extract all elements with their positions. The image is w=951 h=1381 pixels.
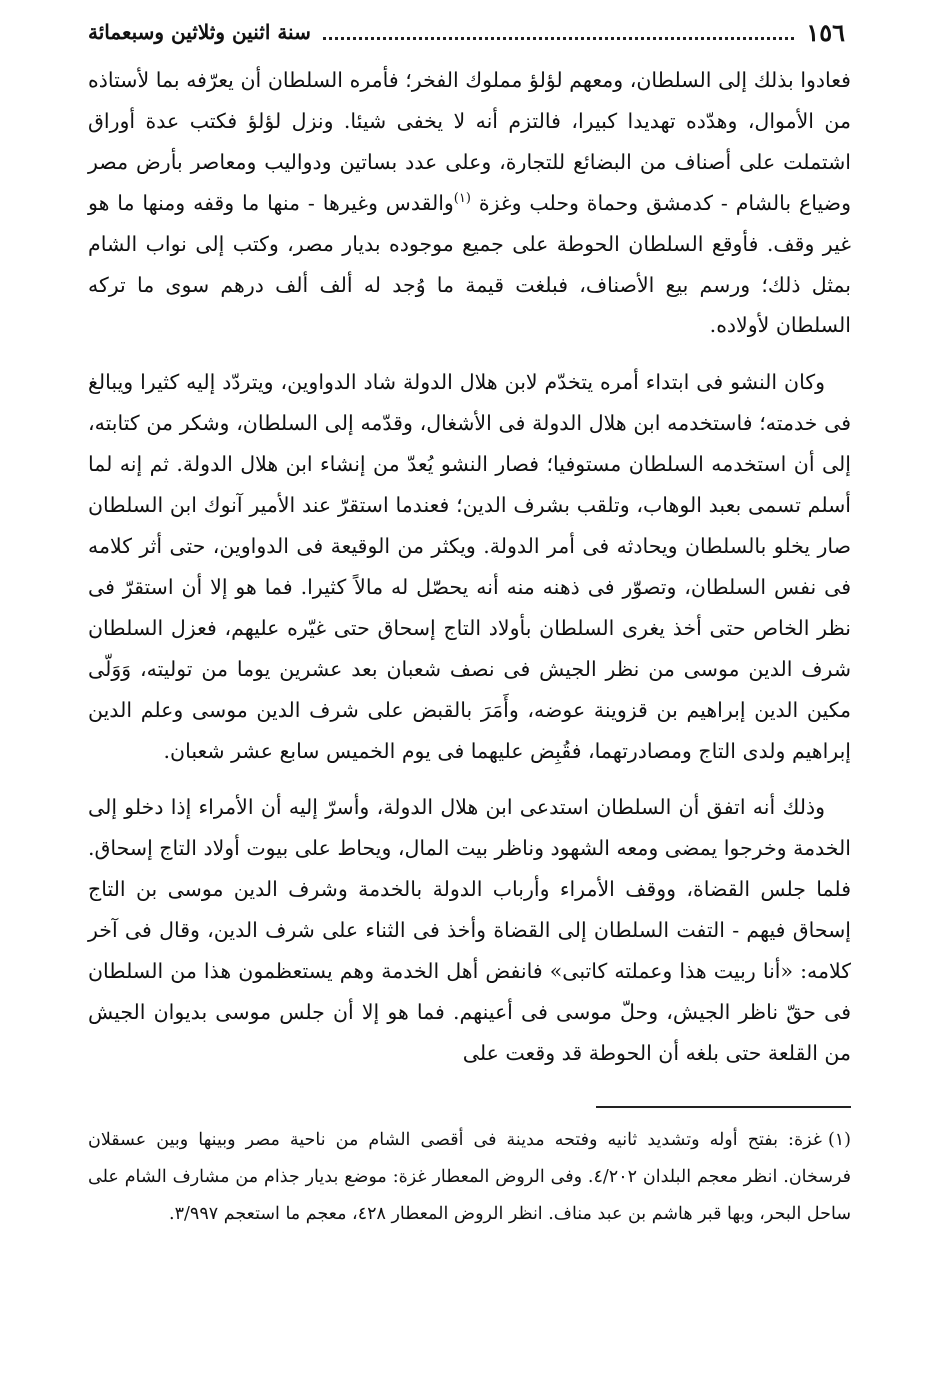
paragraph-1-part-a: فعادوا بذلك إلى السلطان، ومعهم لؤلؤ مملوك الفخر؛ فأمره السلطان أن يعرّفه بما لأستاذه من الأموال، وهدّده تهديدا كبيرا، فالتزم أنه لا يخفى شيئا. ونزل لؤلؤ فكتب عدة أوراق اشتملت على أصناف من البضائع للتجارة، وعلى عدد بساتين ودواليب ومعاصر بأرض مصر وضياع بالشام - كدمشق وحماة وحلب وغزة — [88, 68, 851, 215]
main-text — [88, 60, 851, 1074]
paragraph-2: وكان النشو فى ابتداء أمره يتخدّم لابن هلال الدولة شاد الدواوين، ويتردّد إليه كثيرا ويبالغ فى خدمته؛ فاستخدمه ابن هلال الدولة فى الأشغال، وقدّمه إلى السلطان، وشكر من كتابته، إلى أن استخدمه السلطان مستوفيا؛ فصار النشو يُعدّ من إنشاء ابن هلال الدولة. ثم إنه لما أسلم تسمى بعبد الوهاب، وتلقب بشرف الدين؛ فعندما استقرّ عند الأمير آنوك ابن السلطان صار يخلو بالسلطان ويحادثه فى أمر الدولة. ويكثر من الوقيعة فى الدواوين، حتى أثر كلامه فى نفس السلطان، وتصوّر فى ذهنه منه أنه يحصّل له مالاً كثيرا. فما هو إلا أن استقرّ فى نظر الخاص حتى أخذ يغرى السلطان بأولاد التاج إسحاق حتى غيّره عليهم، فعزل السلطان شرف الدين موسى من نظر الجيش فى نصف شعبان بعد عشرين يوما من توليته، وَوَلّى مكين الدين إبراهيم بن قزوينة عوضه، وأَمَرَ بالقبض على شرف الدين موسى وعلم الدين إبراهيم ولدى التاج ومصادرتهما، فقُبِض عليهما فى يوم الخميس سابع عشر شعبان. — [88, 370, 851, 763]
header-dotted-leader — [323, 37, 794, 40]
book-page — [88, 14, 851, 1233]
footnote-marker: (١) — [827, 1129, 851, 1150]
footnote-1 — [88, 1122, 851, 1233]
paragraph-1 — [88, 60, 851, 346]
page-header — [88, 14, 851, 50]
running-title: سنة اثنين وثلاثين وسبعمائة — [88, 20, 311, 44]
paragraph-1-part-b: والقدس وغيرها - منها ما وقفه ومنها ما هو غير وقف. فأوقع السلطان الحوطة على جميع موجوده بديار مصر، وكتب إلى نواب الشام بمثل ذلك؛ ورسم بيع الأصناف، فبلغت قيمة ما وُجد له ألف ألف درهم سوى ما تركه السلطان لأولاده. — [88, 190, 851, 338]
footnote-text: غزة: بفتح أوله وتشديد ثانيه وفتحه مدينة فى أقصى الشام من ناحية مصر وبينها وبين عسقلان فرسخان. انظر معجم البلدان ٤/٢٠٢. وفى الروض المعطار غزة: موضع بديار جذام من مشارف الشام على ساحل البحر، وبها قبر هاشم بن عبد مناف. انظر الروض المعطار ٤٢٨، معجم ما استعجم ٣/٩٩٧. — [88, 1129, 851, 1224]
footnote-reference[interactable]: (١) — [453, 190, 471, 206]
paragraph-3: وذلك أنه اتفق أن السلطان استدعى ابن هلال الدولة، وأسرّ إليه أن الأمراء إذا دخلو إلى الخدمة وخرجوا يمضى ومعه الشهود وناظر بيت المال، ويحاط على بيوت أولاد التاج إسحاق. فلما جلس القضاة، ووقف الأمراء وأرباب الدولة بالخدمة وشرف الدين موسى بن التاج إسحاق فيهم - التفت السلطان إلى القضاة وأخذ فى الثناء على شرف الدين، وقال فى آخر كلامه: «أنا ربيت هذا وعملته كاتبى» فانفض أهل الخدمة وهم يستعظمون هذا من السلطان فى حقّ ناظر الجيش، وحلّ موسى فى أعينهم. فما هو إلا أن جلس موسى بديوان الجيش من القلعة حتى بلغه أن الحوطة قد وقعت على — [88, 795, 851, 1065]
footnote-separator — [596, 1106, 851, 1108]
footnotes — [88, 1122, 851, 1233]
page-number: ١٥٦ — [806, 17, 845, 47]
